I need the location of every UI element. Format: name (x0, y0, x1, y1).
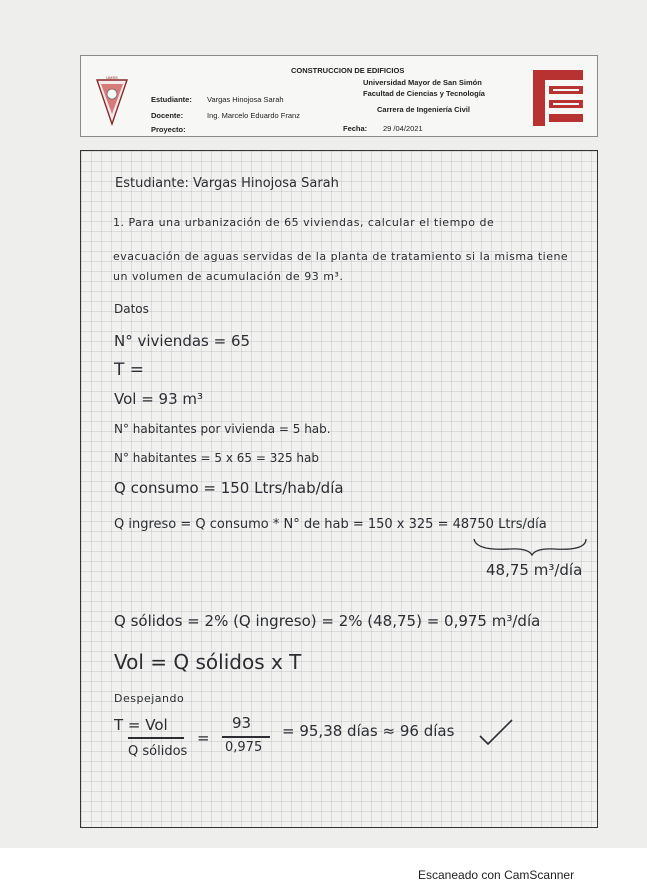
volume-equation: Vol = Q sólidos x T (114, 650, 302, 674)
q-ingreso: Q ingreso = Q consumo * N° de hab = 150 x 325 = 48750 Ltrs/día (114, 517, 547, 532)
course-title: CONSTRUCCION DE EDIFICIOS (291, 66, 405, 75)
n-viviendas: N° viviendas = 65 (114, 332, 251, 350)
date-value: 29 /04/2021 (383, 124, 423, 133)
q-solidos: Q sólidos = 2% (Q ingreso) = 2% (48,75) = 0,975 m³/día (114, 612, 541, 630)
despejando-label: Despejando (114, 692, 185, 705)
document-header (80, 55, 598, 137)
q-ingreso-converted: 48,75 m³/día (486, 561, 583, 579)
time-result: = 95,38 días ≈ 96 días (282, 722, 455, 740)
career-name: Carrera de Ingeniería Civil (377, 105, 470, 114)
student-label: Estudiante: (151, 95, 192, 104)
student-line: Estudiante: Vargas Hinojosa Sarah (115, 176, 339, 191)
checkmark-icon (476, 716, 516, 750)
project-label: Proyecto: (151, 125, 186, 134)
problem-line-3: un volumen de acumulación de 93 m³. (113, 270, 344, 283)
university-shield-logo (95, 76, 129, 128)
numeric-fraction-bar (222, 736, 270, 738)
logo-left-text: UMSS (106, 76, 118, 80)
problem-line-2: evacuación de aguas servidas de la planta de tratamiento si la misma tiene (113, 250, 569, 263)
numeric-fraction-denominator: 0,975 (225, 740, 263, 755)
date-label: Fecha: (343, 124, 368, 133)
t-fraction-numerator: T = Vol (114, 716, 168, 734)
equals-sign: = (197, 729, 210, 747)
q-consumo: Q consumo = 150 Ltrs/hab/día (114, 479, 344, 497)
faculty-logo (533, 70, 583, 126)
t-unknown: T = (114, 360, 145, 380)
t-fraction-bar (128, 737, 184, 739)
numeric-fraction-numerator: 93 (232, 714, 252, 732)
scanner-watermark: Escaneado con CamScanner (418, 868, 575, 882)
habitantes-por-vivienda: N° habitantes por vivienda = 5 hab. (114, 422, 331, 436)
t-fraction-denominator: Q sólidos (128, 744, 188, 759)
teacher-value: Ing. Marcelo Eduardo Franz (207, 111, 300, 120)
conversion-brace (470, 535, 590, 557)
student-value: Vargas Hinojosa Sarah (207, 95, 284, 104)
volume-value: Vol = 93 m³ (114, 390, 204, 408)
datos-heading: Datos (114, 302, 149, 316)
university-name: Universidad Mayor de San Simón (363, 78, 482, 87)
problem-line-1: 1. Para una urbanización de 65 viviendas, calcular el tiempo de (113, 216, 495, 229)
faculty-name: Facultad de Ciencias y Tecnología (363, 89, 485, 98)
teacher-label: Docente: (151, 111, 184, 120)
habitantes-total: N° habitantes = 5 x 65 = 325 hab (114, 451, 320, 465)
